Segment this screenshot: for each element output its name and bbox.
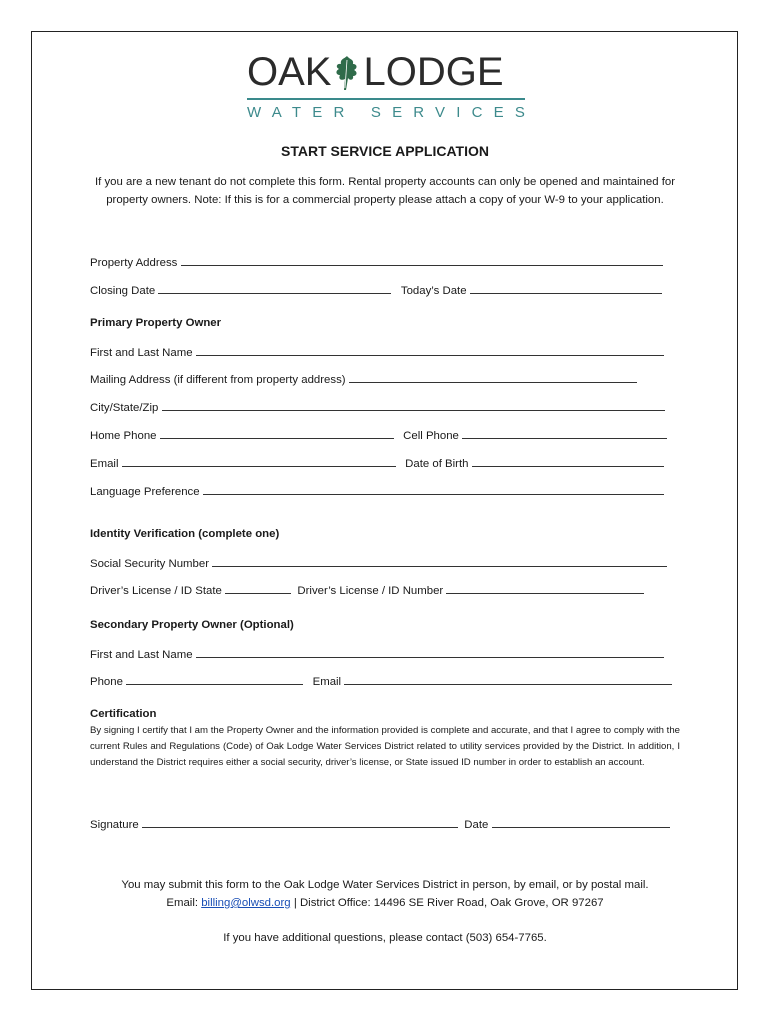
contact-line [0,897,770,909]
mailing-address-label: Mailing Address (if different from property address) [90,374,346,386]
email-dob-row [90,456,664,470]
dl-state-field[interactable] [225,583,291,594]
home-phone-label: Home Phone [90,430,157,442]
intro-paragraph: If you are a new tenant do not complete this form. Rental property accounts can only be opened and maintained for property owners. Note: If this is for a commercial property please attach a copy of your W-9 to your application. [94,176,675,206]
secondary-phone-label: Phone [90,676,123,688]
ssn-label: Social Security Number [90,558,210,570]
property-address-label: Property Address [90,257,178,269]
form-title: START SERVICE APPLICATION [281,143,489,159]
logo-word-oak: OAK [247,50,332,94]
secondary-contact-row [90,674,672,688]
dl-state-label: Driver’s License / ID State [90,585,222,597]
secondary-name-row [90,647,664,661]
certification-heading: Certification [90,708,157,720]
home-phone-field[interactable] [160,428,394,439]
dl-number-label: Driver’s License / ID Number [297,585,444,597]
owner-name-field[interactable] [196,345,664,356]
dl-number-field[interactable] [446,583,644,594]
district-office-text: | District Office: 14496 SE River Road, Oak Grove, OR 97267 [293,897,604,909]
identity-heading: Identity Verification (complete one) [90,528,280,540]
city-state-zip-row [90,400,665,414]
oak-leaf-icon [332,54,362,92]
dob-label: Date of Birth [405,458,469,470]
property-address-field[interactable] [181,255,663,266]
closing-date-label: Closing Date [90,285,156,297]
email-field[interactable] [122,456,396,467]
secondary-email-label: Email [312,676,342,688]
logo-word-lodge: LODGE [363,50,504,94]
city-state-zip-field[interactable] [162,400,665,411]
owner-name-label: First and Last Name [90,347,193,359]
drivers-license-row [90,583,644,597]
closing-date-field[interactable] [158,283,391,294]
secondary-phone-field[interactable] [126,674,303,685]
questions-line: If you have additional questions, please contact (503) 654-7765. [223,932,547,944]
logo-subtitle: WATER SERVICES [247,103,537,121]
oak-lodge-logo [247,50,537,121]
owner-name-row [90,345,664,359]
signature-label: Signature [90,819,139,831]
cell-phone-field[interactable] [462,428,667,439]
language-row [90,484,664,498]
submit-instructions: You may submit this form to the Oak Lodge Water Services District in person, by email, or by postal mail. [121,879,649,891]
certification-text: By signing I certify that I am the Property Owner and the information provided is complete and accurate, and that I agree to comply with the current Rules and Regulations (Code) of Oak Lodge Water Services District related to utility services provided by the District. In addition, I understand the District requires either a social security, driver’s license, or State issued ID number in order to establish an account. [90,725,680,768]
logo-wordmark [247,52,527,92]
billing-email-link[interactable]: billing@olwsd.org [201,897,291,909]
secondary-name-field[interactable] [196,647,664,658]
signature-field[interactable] [142,817,458,828]
ssn-row [90,556,667,570]
dob-field[interactable] [472,456,664,467]
signature-row [90,817,670,831]
cell-phone-label: Cell Phone [403,430,459,442]
mailing-address-field[interactable] [349,372,637,383]
ssn-field[interactable] [212,556,667,567]
language-field[interactable] [203,484,664,495]
email-contact-label: Email: [166,897,199,909]
primary-owner-heading: Primary Property Owner [90,317,222,329]
city-state-zip-label: City/State/Zip [90,402,159,414]
logo-divider [247,98,525,100]
email-label: Email [90,458,119,470]
dates-row [90,283,662,297]
mailing-address-row [90,372,637,386]
signature-date-label: Date [464,819,489,831]
phones-row [90,428,667,442]
property-address-row [90,255,663,269]
secondary-name-label: First and Last Name [90,649,193,661]
todays-date-field[interactable] [470,283,662,294]
todays-date-label: Today’s Date [400,285,467,297]
language-label: Language Preference [90,486,200,498]
signature-date-field[interactable] [492,817,670,828]
secondary-owner-heading: Secondary Property Owner (Optional) [90,619,294,631]
secondary-email-field[interactable] [344,674,672,685]
